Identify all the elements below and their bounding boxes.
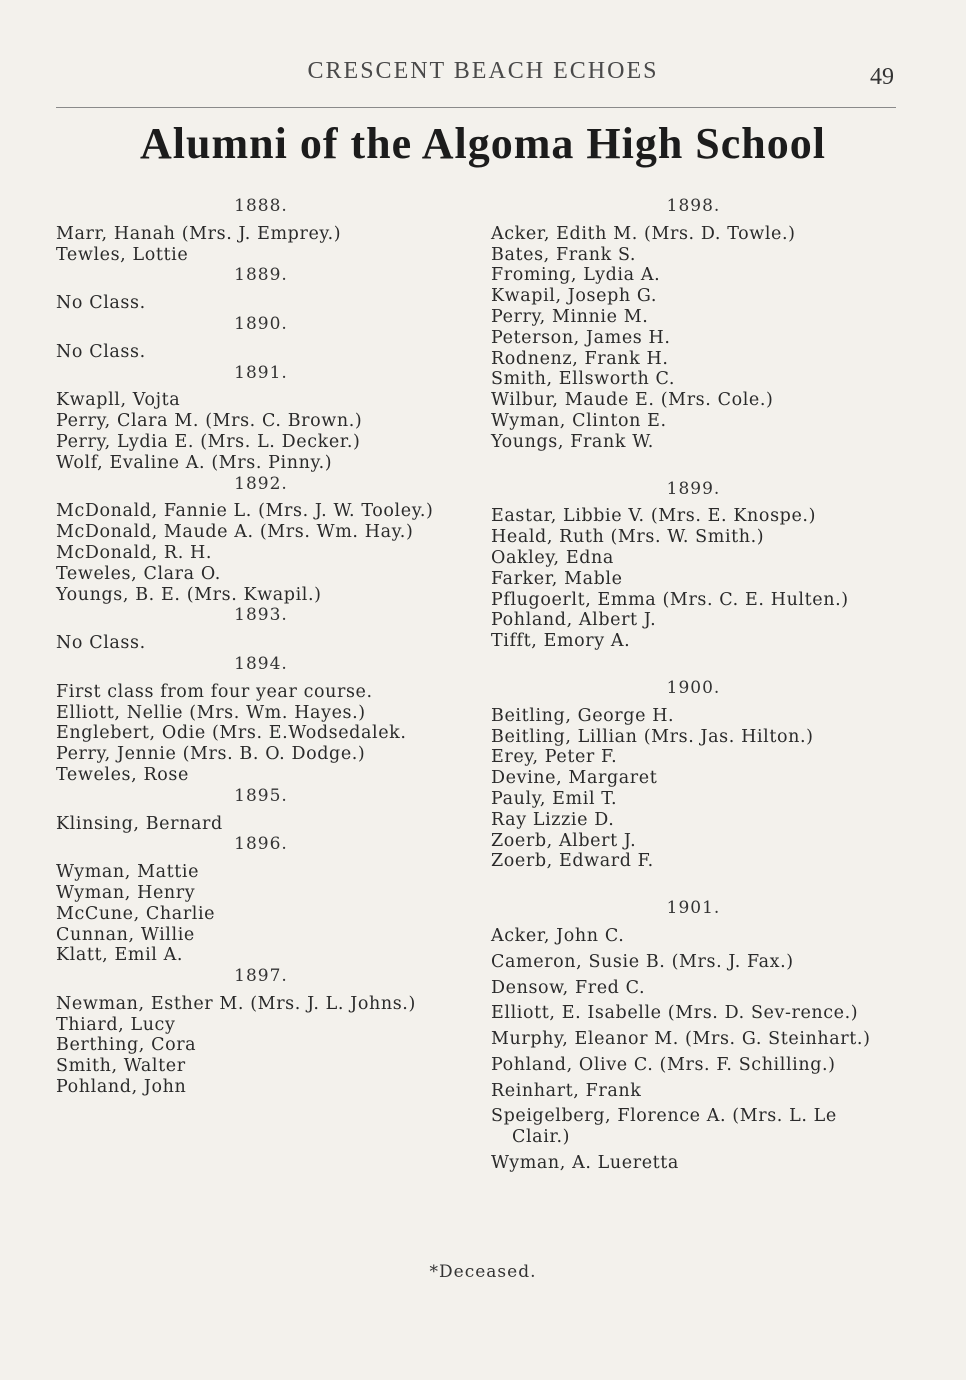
class-year-group xyxy=(56,196,466,265)
alumni-entry: Elliott, E. Isabelle (Mrs. D. Sev-rence.) xyxy=(491,1003,859,1024)
alumni-entry: Pohland, John xyxy=(56,1077,187,1098)
alumni-entry: Farker, Mable xyxy=(491,568,623,589)
alumni-entry: Wyman, Henry xyxy=(56,882,196,903)
alumni-entry: McDonald, R. H. xyxy=(56,542,213,563)
class-year-group xyxy=(491,479,896,652)
alumni-entry: Beitling, George H. xyxy=(491,705,675,726)
class-year-group xyxy=(56,834,466,966)
alumni-entry: Klinsing, Bernard xyxy=(56,813,223,834)
class-year-group xyxy=(56,786,466,835)
class-year-group xyxy=(491,898,896,1174)
alumni-entry: Bates, Frank S. xyxy=(491,244,637,265)
class-year-heading: 1888. xyxy=(234,196,288,216)
class-year-heading: 1889. xyxy=(234,265,288,286)
alumni-entry: Wolf, Evaline A. (Mrs. Pinny.) xyxy=(56,452,333,473)
alumni-entry: Wyman, Clinton E. xyxy=(491,410,667,431)
alumni-entry: Peterson, James H. xyxy=(491,327,671,348)
class-year-heading: 1898. xyxy=(666,196,721,216)
alumni-entry: Wilbur, Maude E. (Mrs. Cole.) xyxy=(491,390,774,411)
class-year-heading: 1891. xyxy=(234,362,288,383)
alumni-entry: Devine, Margaret xyxy=(491,768,658,789)
alumni-entry: Kwapll, Vojta xyxy=(56,390,181,411)
class-year-heading: 1893. xyxy=(234,605,288,626)
alumni-entry: Youngs, Frank W. xyxy=(491,431,654,452)
alumni-entry: Perry, Clara M. (Mrs. C. Brown.) xyxy=(56,411,363,432)
alumni-entry: Pauly, Emil T. xyxy=(491,788,618,809)
alumni-entry: No Class. xyxy=(56,633,146,654)
alumni-entry: Cunnan, Willie xyxy=(56,924,195,945)
alumni-entry: Zoerb, Albert J. xyxy=(491,830,637,851)
page-title: Alumni of the Algoma High School xyxy=(140,119,826,168)
alumni-entry: Beitling, Lillian (Mrs. Jas. Hilton.) xyxy=(491,726,814,747)
right-column xyxy=(491,196,896,1179)
alumni-entry: Marr, Hanah (Mrs. J. Emprey.) xyxy=(56,223,342,244)
alumni-entry: Eastar, Libbie V. (Mrs. E. Knospe.) xyxy=(491,506,816,527)
class-year-heading: 1901. xyxy=(666,898,721,919)
alumni-entry: Ray Lizzie D. xyxy=(491,809,615,830)
alumni-entry: Teweles, Clara O. xyxy=(56,563,221,584)
alumni-entry: Acker, John C. xyxy=(491,925,625,946)
alumni-entry: Englebert, Odie (Mrs. E.Wodsedalek. xyxy=(56,723,407,744)
alumni-entry: Zoerb, Edward F. xyxy=(491,851,654,872)
class-year-group xyxy=(56,265,466,314)
alumni-entry: Tewles, Lottie xyxy=(56,244,189,265)
alumni-entry: Tifft, Emory A. xyxy=(491,631,631,652)
class-year-heading: 1892. xyxy=(234,473,288,494)
alumni-entry: Teweles, Rose xyxy=(56,764,189,785)
alumni-entry: Cameron, Susie B. (Mrs. J. Fax.) xyxy=(491,951,794,972)
alumni-entry: Thiard, Lucy xyxy=(56,1014,176,1035)
alumni-entry: Perry, Jennie (Mrs. B. O. Dodge.) xyxy=(56,744,366,765)
alumni-entry: Smith, Walter xyxy=(56,1056,186,1077)
class-year-group xyxy=(56,314,466,363)
class-year-heading: 1890. xyxy=(234,313,288,334)
class-year-group xyxy=(491,196,896,453)
class-year-group xyxy=(56,966,466,1098)
class-year-group xyxy=(56,474,466,606)
running-head: CRESCENT BEACH ECHOES xyxy=(307,58,659,84)
header-rule xyxy=(56,107,896,108)
class-year-heading: 1895. xyxy=(234,785,288,806)
class-year-heading: 1897. xyxy=(234,966,288,987)
page-number: 49 xyxy=(870,64,894,90)
alumni-entry: McCune, Charlie xyxy=(56,903,216,924)
alumni-entry: Froming, Lydia A. xyxy=(491,265,661,286)
left-column xyxy=(56,196,466,1098)
class-year-heading: 1894. xyxy=(234,653,288,674)
alumni-entry: Rodnenz, Frank H. xyxy=(491,348,669,369)
alumni-entry: No Class. xyxy=(56,293,146,314)
alumni-entry: Perry, Minnie M. xyxy=(491,306,649,327)
class-year-heading: 1900. xyxy=(666,677,721,698)
alumni-entry: McDonald, Maude A. (Mrs. Wm. Hay.) xyxy=(56,522,414,543)
class-year-heading: 1899. xyxy=(666,478,721,499)
alumni-entry: Heald, Ruth (Mrs. W. Smith.) xyxy=(491,527,765,548)
alumni-entry: Densow, Fred C. xyxy=(491,977,646,998)
alumni-entry: Perry, Lydia E. (Mrs. L. Decker.) xyxy=(56,431,361,452)
alumni-entry: Pohland, Olive C. (Mrs. F. Schilling.) xyxy=(491,1054,836,1075)
alumni-entry: No Class. xyxy=(56,341,146,362)
alumni-entry: Elliott, Nellie (Mrs. Wm. Hayes.) xyxy=(56,702,366,723)
alumni-entry: Kwapil, Joseph G. xyxy=(491,286,658,307)
footnote: *Deceased. xyxy=(429,1262,537,1282)
alumni-entry: Newman, Esther M. (Mrs. J. L. Johns.) xyxy=(56,993,416,1014)
class-year-heading: 1896. xyxy=(234,834,288,855)
alumni-entry: Reinhart, Frank xyxy=(491,1080,642,1101)
alumni-entry: Wyman, Mattie xyxy=(56,862,200,883)
alumni-entry: Berthing, Cora xyxy=(56,1035,197,1056)
class-year-group xyxy=(491,678,896,872)
alumni-entry: Pohland, Albert J. xyxy=(491,610,657,631)
alumni-entry: Acker, Edith M. (Mrs. D. Towle.) xyxy=(491,223,796,244)
alumni-entry: Speigelberg, Florence A. (Mrs. L. Le Clair.) xyxy=(491,1106,837,1148)
alumni-entry: Youngs, B. E. (Mrs. Kwapil.) xyxy=(56,584,322,605)
class-year-group xyxy=(56,363,466,474)
class-year-group xyxy=(56,605,466,654)
alumni-entry: Klatt, Emil A. xyxy=(56,945,184,966)
alumni-entry: Erey, Peter F. xyxy=(491,747,618,768)
alumni-entry: First class from four year course. xyxy=(56,681,373,702)
alumni-entry: Oakley, Edna xyxy=(491,547,614,568)
alumni-entry: Smith, Ellsworth C. xyxy=(491,369,676,390)
alumni-entry: Pflugoerlt, Emma (Mrs. C. E. Hulten.) xyxy=(491,589,849,610)
alumni-entry: Murphy, Eleanor M. (Mrs. G. Steinhart.) xyxy=(491,1029,871,1050)
alumni-entry: Wyman, A. Lueretta xyxy=(491,1153,679,1174)
class-year-group xyxy=(56,654,466,786)
alumni-entry: McDonald, Fannie L. (Mrs. J. W. Tooley.) xyxy=(56,501,434,522)
